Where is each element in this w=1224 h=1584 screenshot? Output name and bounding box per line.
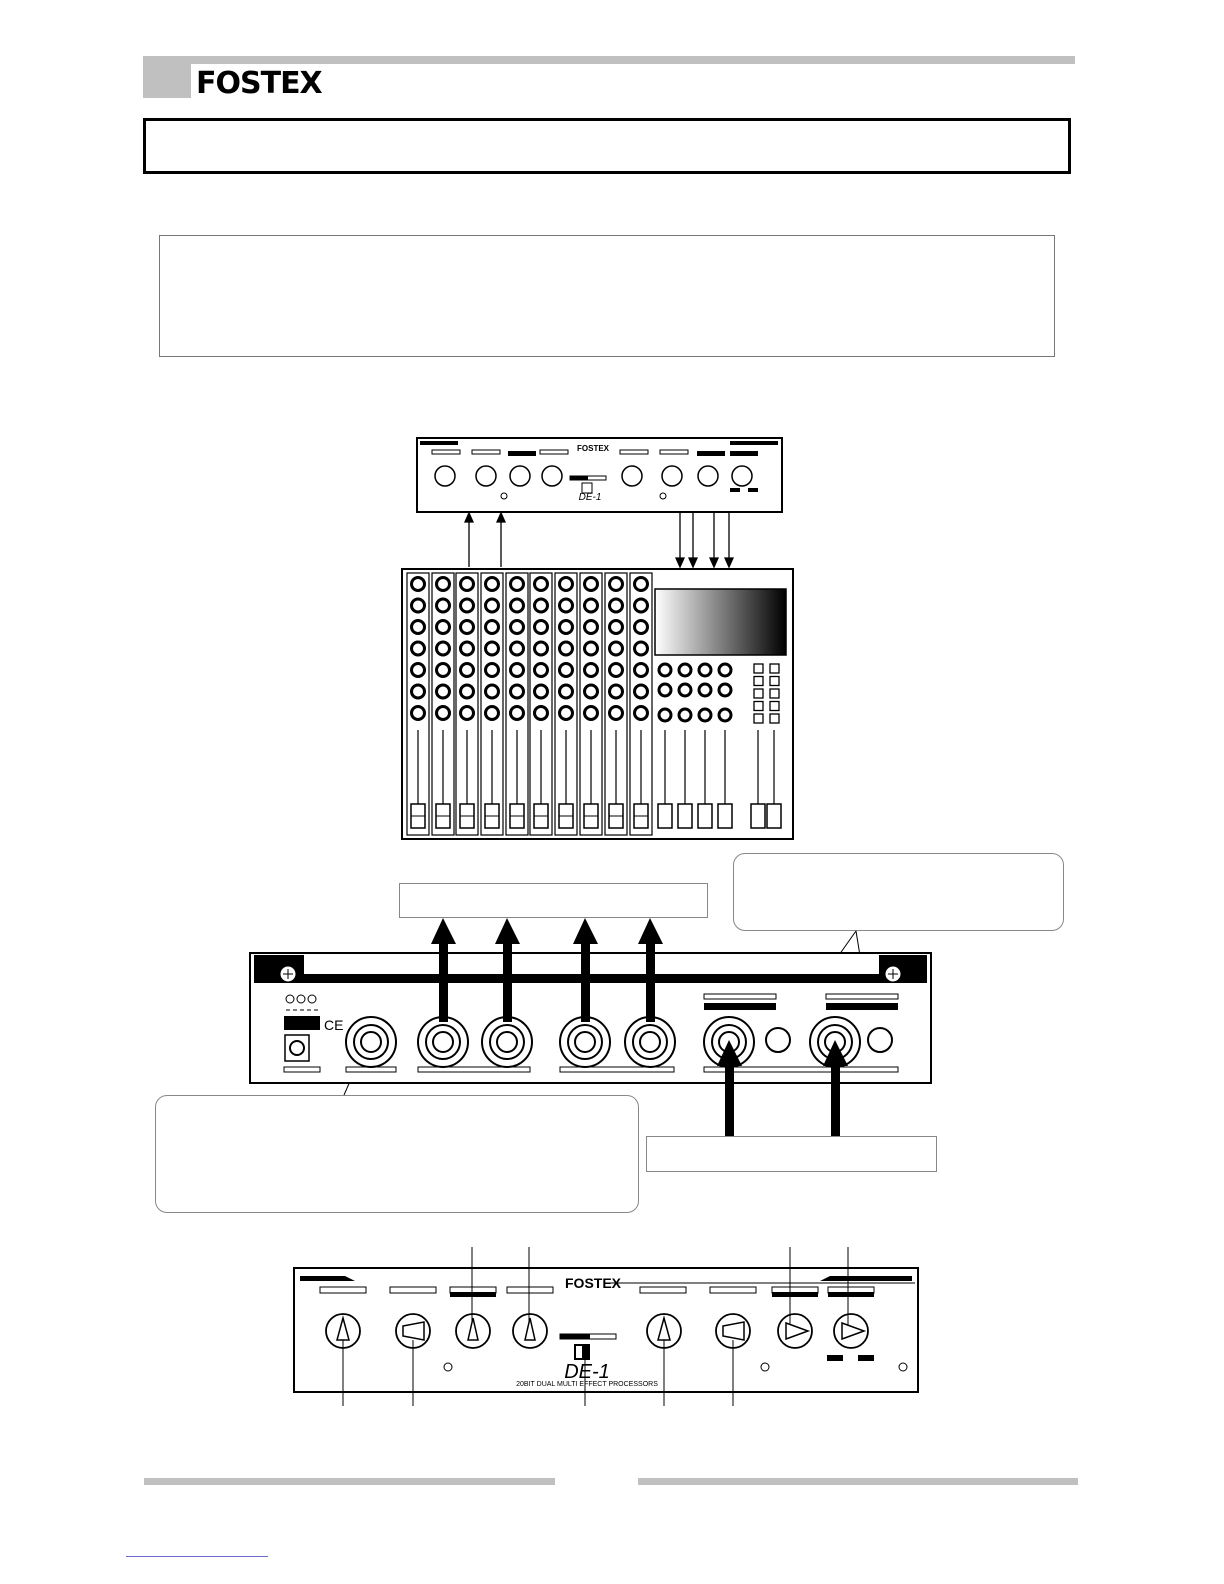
footer-bar-left xyxy=(144,1478,555,1485)
small-unit-logo: FOSTEX xyxy=(577,444,610,453)
footer-bar-right xyxy=(638,1478,1078,1485)
ce-mark: CE xyxy=(324,1017,344,1033)
large-unit-model: DE-1 xyxy=(564,1361,610,1383)
large-unit-logo: FOSTEX xyxy=(565,1275,622,1291)
footer-link-underline xyxy=(126,1556,268,1557)
small-unit-model: DE-1 xyxy=(578,492,602,503)
fostex-logo: FOSTEX xyxy=(196,66,322,101)
de1-front-large xyxy=(294,1268,918,1392)
large-unit-tagline: 20BIT DUAL MULTI EFFECT PROCESSORS xyxy=(516,1381,658,1388)
